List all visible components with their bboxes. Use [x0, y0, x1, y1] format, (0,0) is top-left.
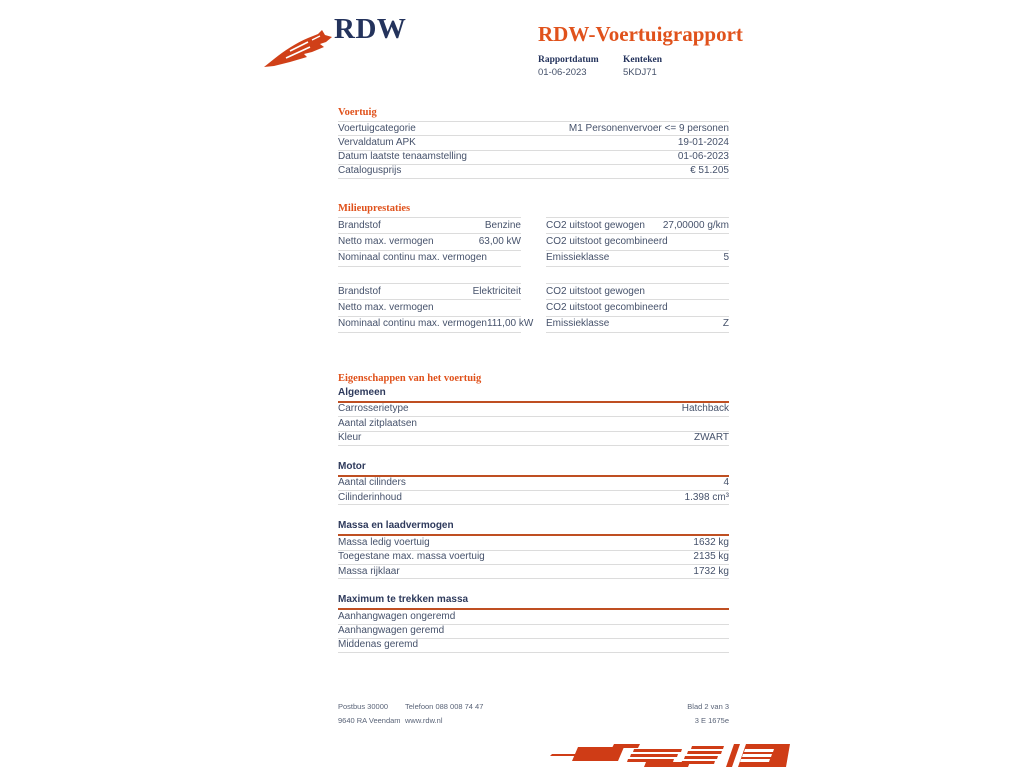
table-row — [338, 491, 729, 505]
table-row — [338, 283, 729, 299]
row-value: M1 Personenvervoer <= 9 personen — [568, 122, 729, 134]
row-label: CO2 uitstoot gecombineerd — [546, 301, 668, 313]
footer-page-info — [687, 700, 729, 728]
row-value: 27,00000 g/km — [662, 219, 729, 231]
row-value: ZWART — [694, 432, 729, 444]
row-value: 63,00 kW — [478, 235, 521, 247]
row-value: 19-01-2024 — [677, 136, 729, 148]
subsection-title: Motor — [338, 461, 729, 477]
table-row — [338, 551, 729, 565]
table-row — [338, 417, 729, 431]
subsection-title: Algemeen — [338, 387, 729, 403]
row-label: Brandstof — [338, 219, 381, 231]
report-meta — [538, 55, 708, 78]
subsection-motor — [338, 461, 729, 506]
row-label: Toegestane max. massa voertuig — [338, 551, 485, 563]
row-label: Aantal cilinders — [338, 477, 406, 489]
license-plate-block — [623, 55, 708, 78]
row-label: Nominaal continu max. vermogen — [338, 318, 487, 330]
table-row — [338, 316, 729, 333]
subsection-algemeen — [338, 387, 729, 446]
table-row — [338, 610, 729, 624]
report-date-value: 01-06-2023 — [538, 67, 587, 78]
row-label: Emissieklasse — [546, 318, 610, 330]
row-label: Netto max. vermogen — [338, 235, 434, 247]
document-title: RDW-Voertuigrapport — [538, 22, 743, 46]
rdw-logo-bird-icon — [262, 29, 332, 69]
row-value: € 51.205 — [690, 165, 729, 177]
row-label: Netto max. vermogen — [338, 301, 434, 313]
license-plate-value: 5KDJ71 — [623, 67, 657, 78]
row-label: Kleur — [338, 432, 362, 444]
subsection-trekken-massa — [338, 594, 729, 653]
table-row — [338, 250, 729, 267]
row-label: Catalogusprijs — [338, 165, 402, 177]
report-date-label: Rapportdatum — [538, 55, 599, 65]
row-value: Hatchback — [681, 403, 729, 415]
milieu-table-elektriciteit — [338, 283, 729, 333]
row-label: Carrosserietype — [338, 403, 409, 415]
row-label: Brandstof — [338, 285, 381, 297]
section-milieu-title: Milieuprestaties — [338, 203, 411, 215]
table-row — [338, 299, 729, 315]
row-label: CO2 uitstoot gecombineerd — [546, 235, 668, 247]
table-row — [338, 536, 729, 550]
footer-postbus: Postbus 30000 — [338, 702, 389, 711]
row-value: 111,00 kW — [486, 318, 534, 330]
row-value: 1732 kg — [693, 565, 729, 577]
section-eigenschappen-title: Eigenschappen van het voertuig — [338, 372, 482, 384]
row-value: Benzine — [484, 219, 521, 231]
row-label: Massa ledig voertuig — [338, 536, 430, 548]
section-eigenschappen — [338, 373, 729, 653]
row-value: Z — [722, 318, 729, 330]
voertuig-table — [338, 121, 729, 179]
milieu-table-benzine — [338, 217, 729, 267]
report-body — [338, 104, 729, 653]
section-voertuig-title: Voertuig — [338, 107, 377, 118]
rdw-flag-stripes-graphic — [546, 744, 790, 768]
row-label: Cilinderinhoud — [338, 491, 402, 503]
subsection-title: Massa en laadvermogen — [338, 520, 729, 536]
table-row — [338, 217, 729, 233]
table-row — [338, 233, 729, 249]
table-row — [338, 565, 729, 579]
table-row — [338, 164, 729, 179]
footer-form-code: 3 E 1675e — [694, 716, 729, 725]
section-voertuig — [338, 107, 729, 179]
table-row — [338, 135, 729, 149]
footer-city: 9640 RA Veendam — [338, 716, 401, 725]
row-label: Massa rijklaar — [338, 565, 400, 577]
row-label: CO2 uitstoot gewogen — [546, 285, 645, 297]
subsection-massa — [338, 520, 729, 579]
row-value: 5 — [723, 252, 729, 264]
row-label: Aantal zitplaatsen — [338, 417, 417, 429]
row-value: 2135 kg — [693, 551, 729, 563]
license-plate-label: Kenteken — [623, 55, 663, 65]
row-label: Middenas geremd — [338, 639, 419, 651]
row-label: Emissieklasse — [546, 252, 610, 264]
section-milieuprestaties — [338, 203, 729, 333]
footer-phone: Telefoon 088 008 74 47 — [405, 702, 484, 711]
rdw-wordmark: RDW — [334, 13, 407, 45]
table-row — [338, 150, 729, 164]
row-label: Aanhangwagen geremd — [338, 625, 445, 637]
row-value: 01-06-2023 — [677, 151, 729, 163]
row-label: CO2 uitstoot gewogen — [546, 219, 645, 231]
footer-contact — [405, 700, 483, 728]
row-label: Vervaldatum APK — [338, 136, 416, 148]
row-label: Voertuigcategorie — [338, 122, 416, 134]
row-value: 1632 kg — [693, 536, 729, 548]
table-row — [338, 625, 729, 639]
footer-website: www.rdw.nl — [405, 716, 443, 725]
row-value: 4 — [723, 477, 729, 489]
table-row — [338, 477, 729, 491]
subsection-title: Maximum te trekken massa — [338, 594, 729, 610]
footer-address — [338, 700, 401, 728]
report-date-block — [538, 55, 623, 78]
row-label: Nominaal continu max. vermogen — [338, 252, 487, 264]
footer-page-indicator: Blad 2 van 3 — [687, 702, 729, 711]
row-label: Datum laatste tenaamstelling — [338, 151, 467, 163]
table-row — [338, 432, 729, 446]
row-label: Aanhangwagen ongeremd — [338, 610, 456, 622]
row-value: 1.398 cm³ — [684, 491, 729, 503]
table-row — [338, 403, 729, 417]
table-row — [338, 121, 729, 135]
table-row — [338, 639, 729, 653]
row-value: Elektriciteit — [472, 285, 521, 297]
